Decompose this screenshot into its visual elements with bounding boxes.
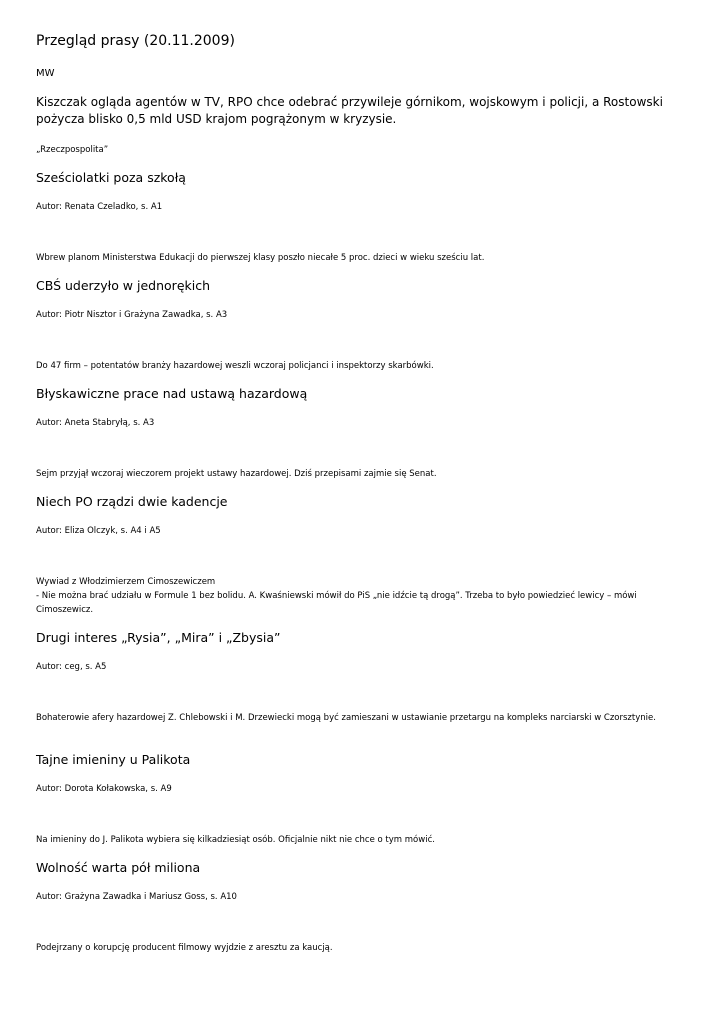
article-heading: Wolność warta pół miliona — [36, 860, 201, 875]
article-summary: Do 47 firm – potentatów branży hazardowej weszli wczoraj policjanci i inspektorzy skarbówki. — [36, 361, 434, 371]
article-summary: Podejrzany o korupcję producent filmowy wyjdzie z aresztu za kaucją. — [36, 943, 333, 953]
article-summary: Na imieniny do J. Palikota wybiera się kilkadziesiąt osób. Oficjalnie nikt nie chce o tym mówić. — [36, 835, 435, 845]
article-author: Autor: Grażyna Zawadka i Mariusz Goss, s. A10 — [36, 892, 237, 902]
article-heading: Tajne imieniny u Palikota — [36, 752, 191, 767]
article-heading: Drugi interes „Rysia”, „Mira” i „Zbysia” — [36, 630, 281, 645]
article-summary: Wbrew planom Ministerstwa Edukacji do pierwszej klasy poszło niecałe 5 proc. dzieci w wieku sześciu lat. — [36, 253, 485, 263]
article-author: Autor: Aneta Stabryłą, s. A3 — [36, 418, 155, 428]
article-heading: Niech PO rządzi dwie kadencje — [36, 494, 228, 509]
article-author: Autor: Renata Czeladko, s. A1 — [36, 202, 163, 212]
document-lead: Kiszczak ogląda agentów w TV, RPO chce odebrać przywileje górnikom, wojskowym i policji, a Rostowski pożycza blisko 0,5 mld USD krajom pogrążonym w kryzysie. — [36, 95, 663, 126]
article-author: Autor: Eliza Olczyk, s. A4 i A5 — [36, 526, 161, 536]
article-author: Autor: Dorota Kołakowska, s. A9 — [36, 784, 172, 794]
article-summary: Sejm przyjął wczoraj wieczorem projekt ustawy hazardowej. Dziś przepisami zajmie się Senat. — [36, 469, 437, 479]
article-summary: Bohaterowie afery hazardowej Z. Chlebowski i M. Drzewiecki mogą być zamieszani w ustawianie przetargu na kompleks narciarski w Czorsztynie. — [36, 713, 656, 723]
article-heading: Błyskawiczne prace nad ustawą hazardową — [36, 386, 308, 401]
article-author: Autor: Piotr Nisztor i Grażyna Zawadka, s. A3 — [36, 310, 228, 320]
article-summary — [36, 575, 686, 617]
source-name: „Rzeczpospolita” — [36, 145, 109, 155]
article-summary-intro: Wywiad z Włodzimierzem Cimoszewiczem — [36, 577, 216, 587]
article-heading: CBŚ uderzyło w jednorękich — [36, 278, 211, 293]
document-title: Przegląd prasy (20.11.2009) — [36, 33, 235, 49]
article-heading: Sześciolatki poza szkołą — [36, 170, 186, 185]
document-byline: MW — [36, 68, 55, 79]
article-summary-quote: - Nie można brać udziału w Formule 1 bez bolidu. A. Kwaśniewski mówił do PiS „nie idźcie tą drogą”. Trzeba to było powiedzieć lewicy – mówi Cimoszewicz. — [36, 591, 637, 615]
article-author: Autor: ceg, s. A5 — [36, 662, 107, 672]
